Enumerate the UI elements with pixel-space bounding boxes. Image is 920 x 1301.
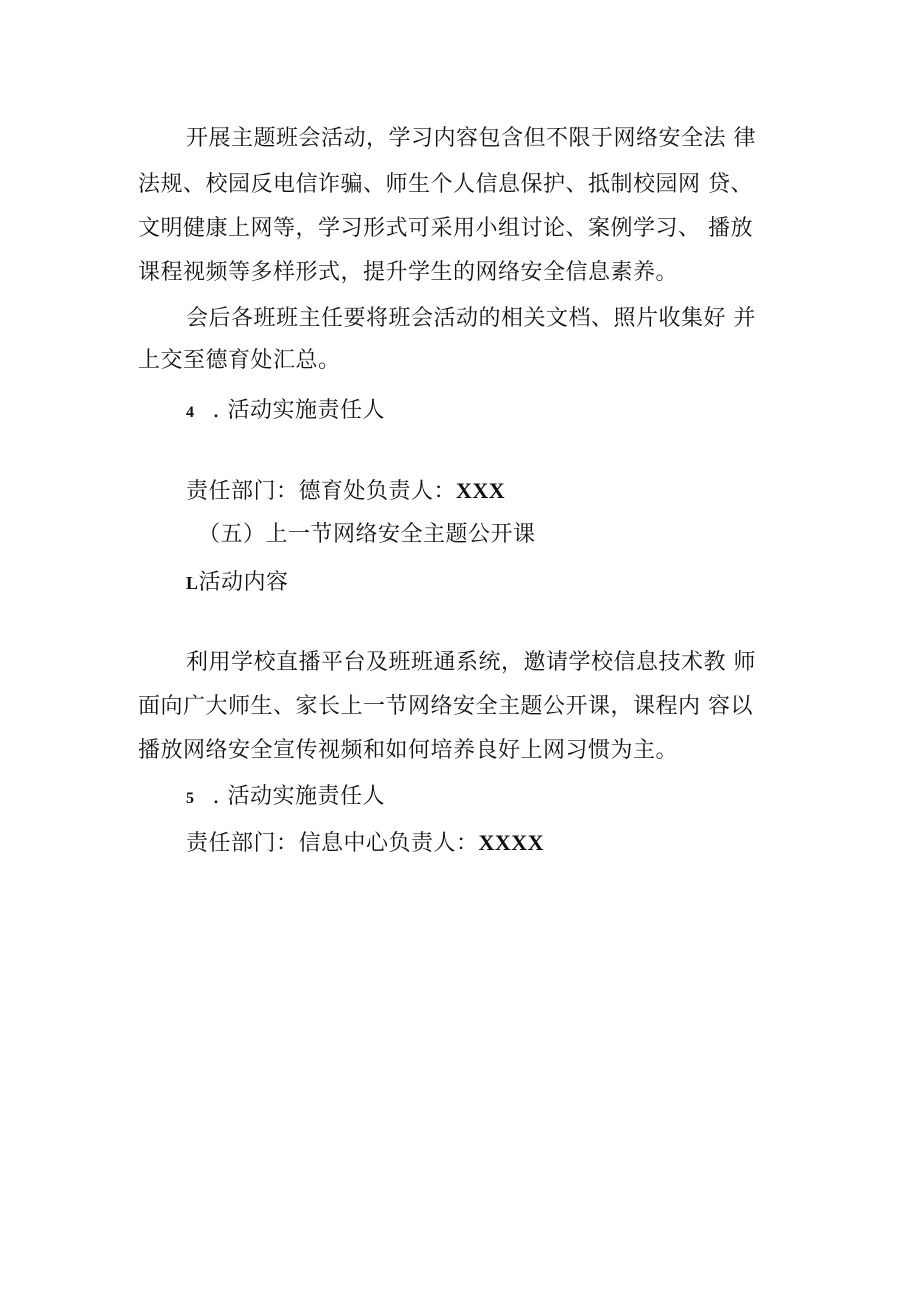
list-item-text: . 活动实施责任人 [212,784,385,809]
list-item-5 [186,782,385,814]
list-item-4 [186,396,385,428]
responsible-person: XXX [456,478,506,503]
responsibility-label: 责任部门：信息中心负责人： [186,831,479,856]
list-item-text: . 活动实施责任人 [212,398,385,423]
paragraph-line: 上交至德育处汇总。 [138,348,341,373]
paragraph-line: 会后各班班主任要将班会活动的相关文档、照片收集好 并 [186,306,756,331]
sub-heading-prefix: L [186,573,199,593]
responsibility-line [186,828,544,859]
responsibility-label: 责任部门：德育处负责人： [186,479,457,504]
sub-heading [186,568,289,598]
section-heading: （五）上一节网络安全主题公开课 [198,522,536,547]
paragraph-line: 法规、校园反电信诈骗、师生个人信息保护、抵制校园网 贷、 [138,172,753,197]
paragraph-line: 开展主题班会活动，学习内容包含但不限于网络安全法 律 [186,126,756,151]
list-number: 4 [186,404,195,421]
responsible-person: XXXX [478,830,545,855]
sub-heading-text: 活动内容 [198,570,289,595]
paragraph-line: 播放网络安全宣传视频和如何培养良好上网习惯为主。 [138,738,679,763]
paragraph-line: 面向广大师生、家长上一节网络安全主题公开课，课程内 容以 [138,694,753,719]
list-number: 5 [186,790,195,807]
responsibility-line [186,476,505,507]
paragraph-line: 文明健康上网等，学习形式可采用小组讨论、案例学习、 播放 [138,216,753,241]
paragraph-line: 课程视频等多样形式，提升学生的网络安全信息素养。 [138,260,679,285]
paragraph-line: 利用学校直播平台及班班通系统，邀请学校信息技术教 师 [186,650,756,675]
